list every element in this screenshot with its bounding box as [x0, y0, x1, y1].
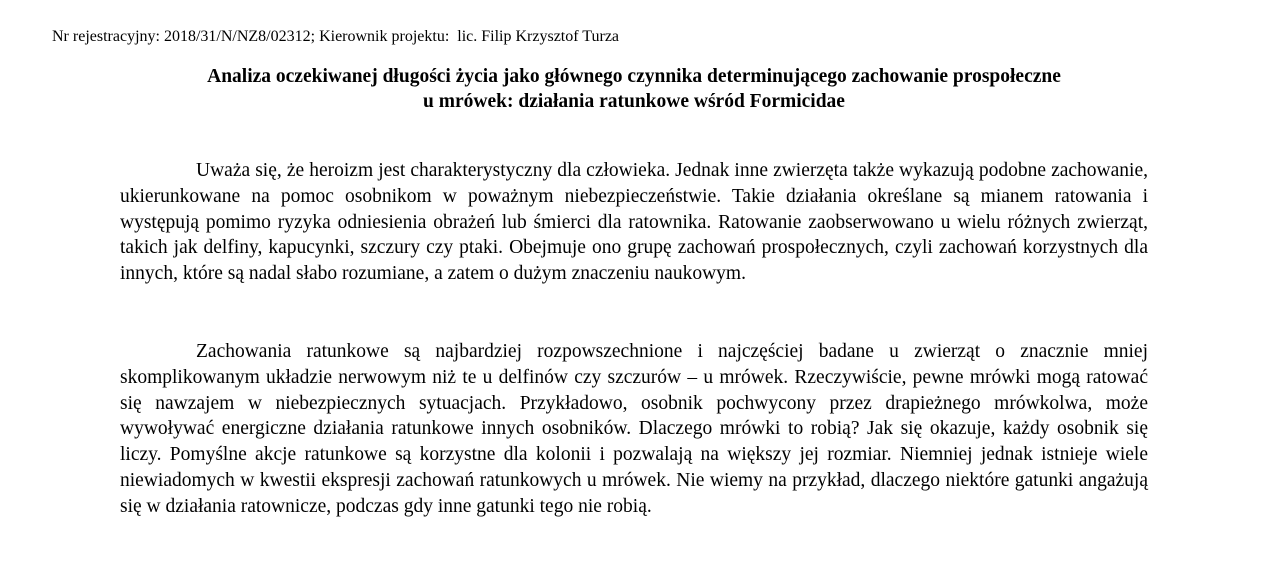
- title-line-2: u mrówek: działania ratunkowe wśród Formicidae: [423, 91, 845, 112]
- title-line-1: Analiza oczekiwanej długości życia jako głównego czynnika determinującego zachowanie prospołeczne: [207, 66, 1061, 87]
- paragraph-1: Uważa się, że heroizm jest charakterystyczny dla człowieka. Jednak inne zwierzęta także wykazują podobne zachowanie, ukierunkowane na pomoc osobnikom w poważnym niebezpieczeństwie. Takie działania określane są mianem ratowania i występują pomimo ryzyka odniesienia obrażeń lub śmierci dla ratownika. Ratowanie zaobserwowano u wielu różnych zwierząt, takich jak delfiny, kapucynki, szczury czy ptaki. Obejmuje ono grupę zachowań prospołecznych, czyli zachowań korzystnych dla innych, które są nadal słabo rozumiane, a zatem o dużym znaczeniu naukowym.: [120, 160, 1148, 285]
- paragraph-2: Zachowania ratunkowe są najbardziej rozpowszechnione i najczęściej badane u zwierząt o znacznie mniej skomplikowanym układzie nerwowym niż te u delfinów czy szczurów – u mrówek. Rzeczywiście, pewne mrówki mogą ratować się nawzajem w niebezpiecznych sytuacjach. Przykładowo, osobnik pochwycony przez drapieżnego mrówkolwa, może wywoływać energiczne działania ratunkowe innych osobników. Dlaczego mrówki to robią? Jak się okazuje, każdy osobnik się liczy. Pomyślne akcje ratunkowe są korzystne dla kolonii i pozwalają na większy jej rozmiar. Niemniej jednak istnieje wiele niewiadomych w kwestii ekspresji zachowań ratunkowych u mrówek. Nie wiemy na przykład, dlaczego niektóre gatunki angażują się w działania ratownicze, podczas gdy inne gatunki tego nie robią.: [120, 341, 1148, 517]
- document-title: [120, 64, 1148, 114]
- registration-line: Nr rejestracyjny: 2018/31/N/NZ8/02312; Kierownik projektu: lic. Filip Krzysztof Turza: [52, 28, 620, 45]
